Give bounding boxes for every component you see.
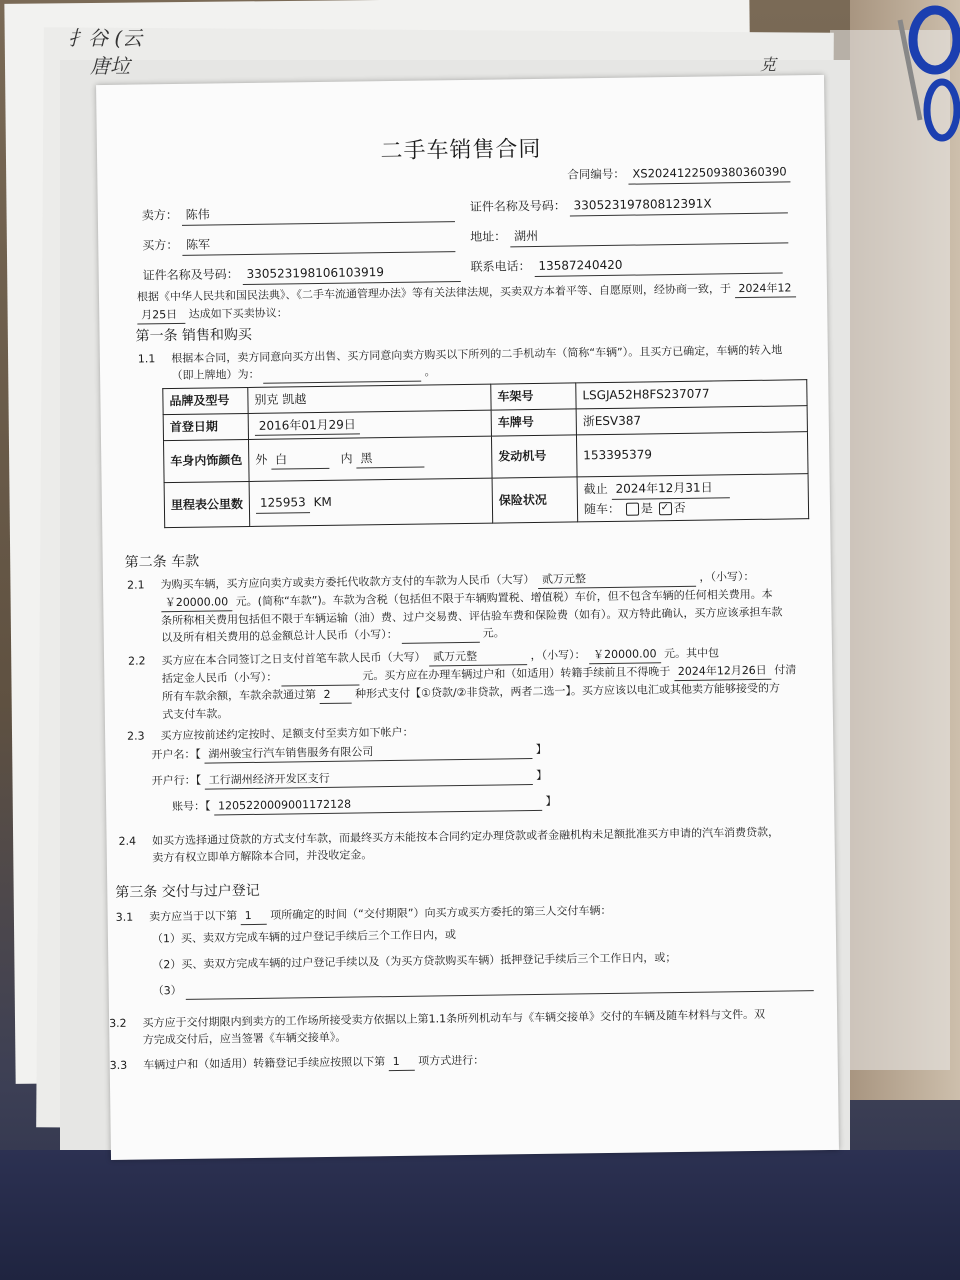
plate-value: 浙ESV387 bbox=[576, 405, 807, 435]
delivery-option-3-label: （3） bbox=[152, 983, 182, 998]
color-out-value: 白 bbox=[271, 450, 329, 470]
brand-value: 别克 凯越 bbox=[248, 384, 491, 413]
buyer-value: 陈军 bbox=[182, 232, 455, 255]
total-amount-field bbox=[401, 625, 479, 644]
handwriting-scribble: 扌谷 (云 bbox=[68, 26, 143, 50]
article-1-heading: 第一条 销售和购买 bbox=[135, 326, 253, 345]
price-amount: ￥20000.00 bbox=[161, 593, 233, 612]
contract-page bbox=[96, 75, 839, 1160]
account-no-value: 1205220009001172128 bbox=[214, 793, 542, 816]
clause-2-1-text-d: 以及所有相关费用的总金额总计人民币（小写）： bbox=[161, 628, 398, 645]
buyer-id-value: 330523198106103919 bbox=[242, 262, 460, 285]
delivery-option-3 bbox=[153, 973, 833, 1001]
clause-3-1 bbox=[116, 899, 816, 927]
bracket-close: 】 bbox=[535, 742, 547, 757]
delivery-option-1: （1）买、卖双方完成车辆的过户登记手续后三个工作日内，或 bbox=[151, 928, 457, 946]
clause-3-3 bbox=[110, 1047, 830, 1075]
bank-row bbox=[152, 767, 548, 791]
payment-method-choice: 2 bbox=[319, 686, 351, 704]
yes-label: 是 bbox=[640, 501, 653, 516]
clause-3-2-text-a: 买方应于交付期限内到卖方的工作场所接受卖方依据以上第1.1条所列机动车与《车辆交接单》交付的车辆及随车材料与文件。双 bbox=[142, 1007, 766, 1030]
clause-2-4-text-a: 如买方选择通过贷款的方式支付车款，而最终买方未能按本合同约定办理贷款或者金融机构未足额批准买方申请的汽车消费贷款， bbox=[152, 825, 780, 848]
clause-2-3-text: 买方应按前述约定按时、足额支付至卖方如下帐户： bbox=[160, 725, 414, 743]
phone-value: 13587240420 bbox=[534, 254, 782, 277]
doc-title: 二手车销售合同 bbox=[380, 136, 542, 165]
color-out-label: 外 bbox=[255, 452, 268, 467]
buyer-id-row bbox=[143, 262, 461, 286]
phone-row bbox=[470, 254, 782, 278]
engine-value: 153395379 bbox=[576, 432, 808, 477]
clause-2-1 bbox=[127, 567, 818, 648]
contract-no-value: XS2024122509380360390 bbox=[628, 163, 790, 184]
address-label: 地址： bbox=[470, 229, 507, 244]
vehicle-table-wrap bbox=[162, 379, 809, 528]
seller-id-row bbox=[470, 193, 788, 217]
vin-value: LSGJA52H8FS237077 bbox=[576, 380, 807, 409]
bracket-close: 】 bbox=[545, 794, 557, 808]
clause-1-1-text-b: （即上牌地）为： bbox=[171, 367, 260, 383]
balance-due-date: 2024年12月26日 bbox=[674, 662, 771, 681]
insurance-until-label: 截止 bbox=[583, 482, 608, 497]
with-car-label: 随车： bbox=[583, 501, 621, 517]
clause-2-1-text-b: 元。(简称“车款”)。车款为含税（包括但不限于车辆购置税、增值税）车价，但不包含车辆的任何相关费用。本 bbox=[235, 587, 773, 609]
preamble bbox=[137, 279, 807, 324]
bank-label: 开户行：【 bbox=[151, 773, 202, 788]
clause-3-3-text-b: 项方式进行： bbox=[418, 1053, 485, 1068]
clause-2-2-text-h: 式支付车款。 bbox=[162, 707, 229, 722]
clause-3-3-num: 3.3 bbox=[109, 1058, 128, 1072]
clause-2-1-text-e: 元。 bbox=[482, 626, 505, 640]
preamble-end: 达成如下买卖协议： bbox=[188, 306, 288, 321]
clause-2-2-text-d: 元。买方应在办理车辆过户和（如适用）转籍手续前且不得晚于 bbox=[362, 665, 671, 683]
insurance-until-value: 2024年12月31日 bbox=[611, 478, 729, 499]
color-label: 车身内饰颜色 bbox=[164, 440, 250, 483]
plate-label: 车牌号 bbox=[491, 409, 576, 437]
clause-2-2-num: 2.2 bbox=[127, 654, 146, 668]
clause-2-1-num: 2.1 bbox=[126, 578, 145, 592]
clause-1-1 bbox=[138, 341, 810, 385]
delivery-option-3-field bbox=[185, 973, 813, 1000]
mileage-label: 里程表公里数 bbox=[164, 482, 250, 528]
clause-2-2 bbox=[128, 643, 819, 724]
article-3-heading: 第三条 交付与过户登记 bbox=[115, 882, 260, 901]
seller-label: 卖方： bbox=[141, 207, 178, 223]
price-uppercase: 贰万元整 bbox=[538, 569, 696, 589]
corner-mark: 克 bbox=[760, 55, 777, 74]
clause-2-2-text-e: 付清 bbox=[774, 663, 797, 677]
account-name-label: 开户名：【 bbox=[151, 747, 201, 762]
clause-1-1-end: 。 bbox=[424, 365, 436, 379]
seller-id-value: 33052319780812391X bbox=[569, 193, 787, 216]
brand-label: 品牌及型号 bbox=[163, 387, 248, 414]
color-in-label: 内 bbox=[340, 451, 353, 466]
clause-2-4-text-b: 卖方有权立即单方解除本合同，并没收定金。 bbox=[152, 848, 373, 865]
insurance-label: 保险状况 bbox=[492, 477, 578, 523]
address-value: 湖州 bbox=[510, 223, 788, 246]
clause-3-2-text-b: 方完成交付后，应当签署《车辆交接单》。 bbox=[142, 1030, 347, 1047]
down-payment-amount: ￥20000.00 bbox=[589, 645, 661, 664]
checkbox-no[interactable] bbox=[659, 502, 672, 515]
mileage-value: 125953 bbox=[256, 494, 310, 514]
clause-2-1-text-a: 为购买车辆，买方应向卖方或卖方委托代收款方支付的车款为人民币（大写） bbox=[160, 573, 535, 592]
handwriting-scribble-2: 唐垃 bbox=[90, 54, 130, 78]
buyer-id-label: 证件名称及号码： bbox=[142, 267, 239, 283]
clause-2-2-text-g: 种形式支付【①贷款/②非贷款，两者二选一】。买方应该以电汇或其他卖方能够接受的方 bbox=[354, 681, 781, 701]
preamble-date-b: 月25日 bbox=[137, 306, 185, 325]
transfer-location-field bbox=[263, 364, 421, 384]
preamble-date-a: 2024年12 bbox=[734, 279, 795, 298]
clause-1-1-text: 根据本合同，卖方同意向买方出售、买方同意向卖方购买以下所列的二手机动车（简称“车辆”）。且买方已确定，车辆的转入地 bbox=[171, 343, 783, 366]
vin-label: 车架号 bbox=[491, 383, 576, 410]
clause-2-2-text-a: 买方应在本合同签订之日支付首笔车款人民币（大写） bbox=[161, 650, 426, 668]
seller-id-label: 证件名称及号码： bbox=[469, 198, 566, 214]
clause-3-2-num: 3.2 bbox=[109, 1016, 127, 1030]
article-2-heading: 第二条 车款 bbox=[124, 553, 200, 571]
bracket-close: 】 bbox=[536, 768, 548, 783]
down-payment-uppercase: 贰万元整 bbox=[429, 647, 527, 666]
account-no-row bbox=[172, 793, 557, 816]
bank-value: 工行湖州经济开发区支行 bbox=[205, 767, 533, 790]
deposit-field bbox=[281, 668, 359, 687]
buyer-label: 买方： bbox=[142, 237, 179, 253]
first-reg-value: 2016年01月29日 bbox=[255, 415, 360, 436]
seller-value: 陈伟 bbox=[182, 202, 455, 225]
mileage-unit: KM bbox=[313, 495, 332, 510]
clause-2-3-num: 2.3 bbox=[127, 729, 145, 743]
seller-row bbox=[142, 202, 455, 226]
first-reg-label: 首登日期 bbox=[163, 413, 248, 441]
contract-no-row bbox=[567, 163, 791, 185]
delivery-option-2: （2）买、卖双方完成车辆的过户登记手续以及（为买方贷款购买车辆）抵押登记手续后三个工作日内，或； bbox=[152, 951, 677, 972]
clause-2-4 bbox=[118, 823, 828, 867]
clause-2-2-text-b: 元。其中包 bbox=[663, 646, 720, 661]
clause-2-2-text-f: 所有车款余额，车款余款通过第 bbox=[161, 688, 317, 704]
delivery-option-choice: 1 bbox=[241, 907, 267, 925]
vehicle-table bbox=[162, 379, 809, 528]
preamble-text: 根据《中华人民共和国民法典》、《二手车流通管理办法》等有关法律法规，买卖双方本着平等、自愿原则，经协商一致，于 bbox=[136, 282, 732, 304]
no-label: 否 bbox=[673, 500, 686, 515]
clause-3-1-text-b: 项所确定的时间（“交付期限”）向买方或买方委托的第三人交付车辆： bbox=[270, 903, 612, 922]
engine-label: 发动机号 bbox=[491, 435, 577, 478]
scissors-icon bbox=[880, 0, 960, 150]
account-name-value: 湖州骏宝行汽车销售服务有限公司 bbox=[204, 741, 532, 764]
address-row bbox=[470, 223, 788, 247]
clause-3-2 bbox=[109, 1005, 829, 1049]
account-no-label: 账号：【 bbox=[172, 799, 211, 814]
bottom-cloth bbox=[0, 1150, 960, 1280]
transfer-option-choice: 1 bbox=[389, 1053, 415, 1071]
contract-no-label: 合同编号： bbox=[567, 166, 625, 182]
clause-1-1-num: 1.1 bbox=[137, 352, 156, 366]
clause-3-1-text-a: 卖方应当于以下第 bbox=[149, 909, 238, 924]
clause-2-1-small-label: ，（小写）： bbox=[699, 569, 755, 584]
buyer-row bbox=[142, 232, 455, 256]
clause-2-1-text-c: 条所称相关费用包括但不限于车辆运输（油）费、过户交易费、评估验车费和保险费（如有）。双方特此确认，买方应该承担车款 bbox=[160, 605, 783, 628]
clause-3-3-text-a: 车辆过户和（如适用）转籍登记手续应按照以下第 bbox=[143, 1055, 386, 1072]
phone-label: 联系电话： bbox=[470, 259, 531, 274]
clause-2-4-num: 2.4 bbox=[118, 834, 137, 848]
checkbox-yes[interactable] bbox=[626, 502, 639, 515]
color-in-value: 黑 bbox=[356, 448, 424, 469]
clause-2-2-text-c: 括定金人民币（小写）： bbox=[161, 670, 278, 686]
table-row bbox=[164, 474, 809, 528]
clause-3-1-num: 3.1 bbox=[115, 910, 134, 924]
account-name-row bbox=[151, 741, 547, 765]
clause-2-2-small-label: ，（小写）： bbox=[530, 648, 586, 663]
